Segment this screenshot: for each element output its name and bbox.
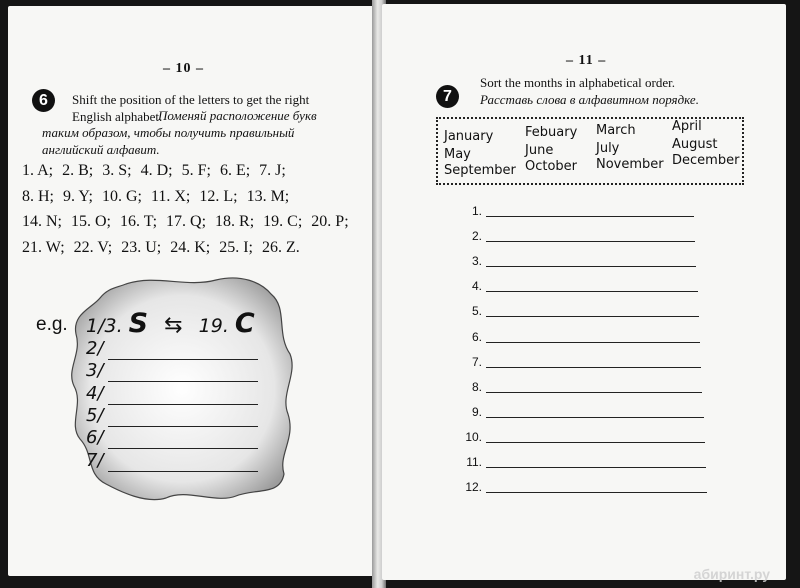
blank-line[interactable]: [486, 392, 702, 393]
blank-line[interactable]: [486, 266, 696, 267]
answer-number: 2.: [471, 229, 482, 244]
blank-line[interactable]: [486, 417, 704, 418]
blank-line[interactable]: [486, 342, 700, 343]
letter-item: 11. X;: [150, 187, 191, 205]
letter-item: 5. F;: [181, 162, 211, 179]
handwritten-answer-line[interactable]: [86, 338, 266, 362]
letter-item: 25. I;: [219, 238, 253, 256]
letter-row: [22, 162, 358, 188]
letter-item: 1. A;: [22, 162, 54, 179]
letter-item: 12. L;: [199, 187, 238, 205]
blank-line[interactable]: [108, 381, 258, 382]
exercise-7-instruction-en: Sort the months in alphabetical order.: [480, 75, 675, 90]
letter-item: 18. R;: [215, 213, 255, 230]
answer-number: 10.: [465, 429, 482, 444]
blank-line[interactable]: [486, 291, 698, 292]
answer-number: 6.: [471, 329, 482, 344]
month-word: September: [444, 163, 516, 178]
answer-number: 3.: [471, 254, 482, 269]
example-second-letter: C: [234, 308, 255, 339]
handwritten-answer-line[interactable]: [86, 427, 266, 451]
blank-line[interactable]: [486, 492, 707, 493]
letter-item: 15. O;: [71, 213, 111, 230]
letter-item: 21. W;: [22, 238, 65, 256]
answer-number: 9.: [471, 404, 482, 419]
example-second-num: 19.: [198, 315, 229, 337]
month-word: December: [672, 153, 740, 168]
letter-item: 3. S;: [102, 162, 132, 179]
month-word: July: [596, 141, 620, 156]
month-word: May: [444, 147, 471, 162]
answer-line-number: 6/: [86, 427, 104, 449]
blank-line[interactable]: [486, 367, 701, 368]
letter-item: 24. K;: [170, 238, 211, 256]
exercise-badge-7: 7: [436, 85, 459, 108]
page-number-right: – 11 –: [566, 53, 607, 68]
exercise-7-instruction-ru: Расставь слова в алфавитном порядке.: [480, 92, 699, 107]
example-label: e.g.: [36, 314, 68, 335]
blank-line[interactable]: [108, 471, 258, 472]
answer-line-number: 2/: [86, 338, 104, 359]
letter-item: 8. H;: [22, 187, 54, 205]
letter-item: 4. D;: [140, 162, 173, 179]
blank-line[interactable]: [486, 442, 705, 443]
month-word: August: [672, 137, 718, 152]
example-first-num: 1/3.: [86, 315, 123, 337]
answer-line-number: 4/: [86, 382, 104, 404]
scrambled-letters: [22, 162, 358, 264]
example-answer: [86, 308, 255, 339]
letter-item: 19. C;: [263, 213, 303, 230]
letter-row: [22, 188, 358, 214]
month-word: Febuary: [525, 125, 578, 140]
month-word: January: [444, 129, 494, 144]
letter-item: 14. N;: [22, 213, 62, 230]
exercise-6-instruction-ru: Поменяй расположение букв таким образом, чтобы получить правильный английский алфавит.: [42, 108, 317, 157]
letter-item: 20. P;: [311, 213, 349, 230]
exercise-badge-6: 6: [32, 89, 55, 112]
blank-line[interactable]: [486, 241, 695, 242]
answer-number: 5.: [471, 304, 482, 319]
letter-item: 7. J;: [259, 162, 286, 179]
letter-item: 26. Z.: [261, 238, 300, 256]
blank-line[interactable]: [108, 404, 258, 405]
answer-line-number: 7/: [86, 449, 104, 471]
month-word: November: [596, 157, 664, 172]
answer-number: 1.: [471, 204, 482, 218]
blank-line[interactable]: [486, 216, 694, 217]
handwritten-answer-line[interactable]: [86, 404, 266, 429]
letter-item: 22. V;: [73, 238, 113, 256]
answer-number: 7.: [471, 354, 482, 369]
month-word: October: [525, 159, 578, 174]
answer-number: 4.: [471, 279, 482, 294]
month-word: April: [672, 119, 702, 134]
handwritten-answer-line[interactable]: [86, 360, 266, 384]
blank-line[interactable]: [486, 316, 699, 317]
letter-row: [22, 213, 358, 239]
answer-number: 8.: [471, 379, 482, 394]
letter-item: 23. U;: [121, 238, 162, 256]
letter-item: 17. Q;: [166, 213, 207, 230]
letter-item: 13. M;: [246, 187, 290, 205]
handwritten-answer-line[interactable]: [86, 382, 266, 407]
blank-line[interactable]: [486, 467, 706, 468]
blank-line[interactable]: [108, 426, 258, 427]
letter-row: [22, 239, 358, 265]
blank-line[interactable]: [108, 448, 258, 449]
page-number-left: – 10 –: [163, 61, 204, 76]
handwritten-answer-line[interactable]: [86, 449, 266, 474]
answer-line-number: 5/: [86, 404, 104, 426]
swap-arrow-icon: ⇆: [164, 313, 183, 338]
month-word: June: [525, 143, 554, 158]
blank-line[interactable]: [108, 359, 258, 360]
letter-item: 10. G;: [101, 187, 142, 205]
answer-line-number: 3/: [86, 360, 104, 382]
watermark: абиринт.ру: [693, 566, 770, 582]
letter-item: 16. T;: [120, 213, 158, 230]
exercise-6-instruction-en: Shift the position of the letters to get the right English alphabet.: [72, 92, 310, 124]
answer-number: 12.: [465, 480, 482, 495]
letter-item: 9. Y;: [63, 187, 93, 205]
month-word: March: [596, 123, 636, 138]
example-first-letter: S: [128, 308, 149, 339]
letter-item: 2. B;: [62, 162, 94, 179]
answer-number: 11.: [466, 455, 482, 469]
letter-item: 6. E;: [219, 162, 251, 179]
